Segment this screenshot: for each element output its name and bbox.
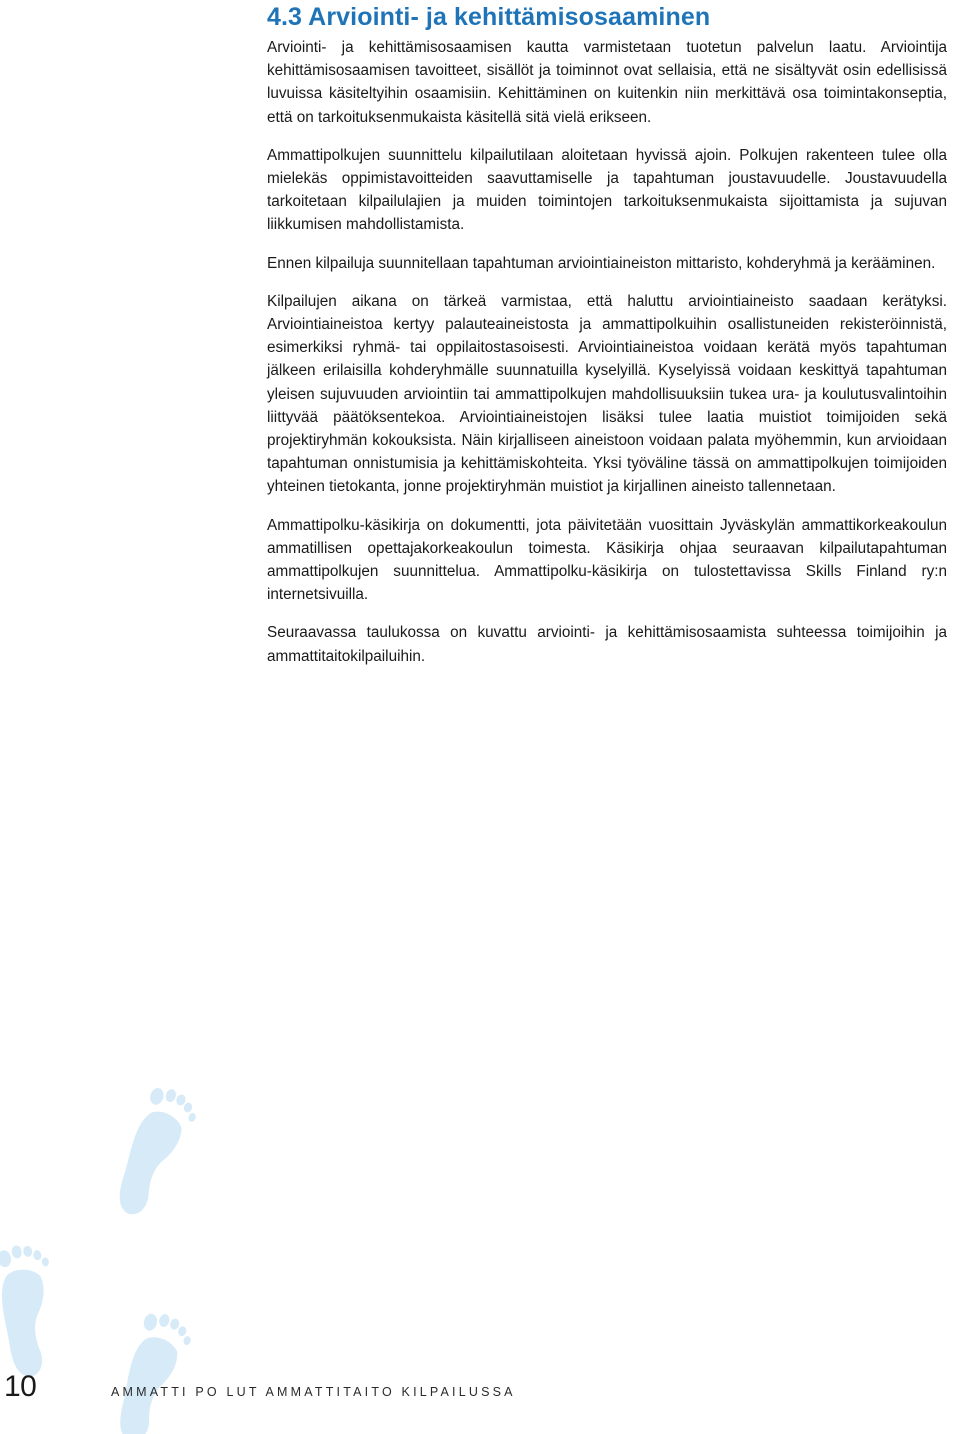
paragraph-handbook: Ammattipolku-käsikirja on dokumentti, jota päivitetään vuosittain Jyväskylän ammattikorkeakoulun ammatillisen opettajakorkeakoulun toimesta. Käsikirja ohjaa seuraavan kilpailutapahtuman ammattipolkujen suunnittelua. Ammattipolku-käsikirja on tulostettavissa Skills Finland ry:n internetsivuilla. bbox=[267, 516, 947, 604]
paragraph-during-competition: Kilpailujen aikana on tärkeä varmistaa, että haluttu arviointiaineisto saadaan kerätyksi. Arviointiaineistoa kertyy palauteaineistosta ja ammattipolkuihin osallistuneiden rekisteröinnistä, esimerkiksi ryhmä- tai oppilaitostasoisesti. Arviointiaineistoa voidaan kerätä myös tapahtuman jälkeen erilaisilla kohderyhmälle suunnatuilla kyselyillä. Kyselyissä voidaan keskittyä tapahtuman yleisen sujuvuuden arviointiin tai ammattipolkujen mahdollisuuksiin tukea ura- ja koulutusvalintoihin liittyvää päätöksentekoa. Arviointiaineistojen lisäksi tulee laatia muistiot toimijoiden sekä projektiryhmän kokouksista. Näin kirjalliseen aineistoon voidaan palata myöhemmin, kun arvioidaan tapahtuman onnistumisia ja kehittämiskohteita. Yksi työväline tässä on ammattipolkujen toimijoiden yhteinen tietokanta, jonne projektiryhmän muistiot ja kirjallinen aineisto tallennetaan. bbox=[267, 292, 947, 496]
running-footer-title: AMMATTI PO LUT AMMATTITAITO KILPAILUSSA bbox=[111, 1385, 516, 1399]
paragraph-intro: Arviointi- ja kehittämisosaamisen kautta varmistetaan tuotetun palvelun laatu. Arviointija kehittämisosaamisen tavoitteet, sisällöt ja toiminnot ovat sellaisia, että ne sisältyvät osin edellisissä luvuissa käsiteltyihin osaamisiin. Kehittäminen on kuitenkin niin merkittävä osa toimintakonseptia, että on tarkoituksenmukaista käsitellä sitä vielä erikseen. bbox=[267, 39, 947, 126]
paragraph-before-competition: Ennen kilpailuja suunnitellaan tapahtuman arviointiaineiston mittaristo, kohderyhmä ja kerääminen. bbox=[267, 254, 936, 272]
page-content bbox=[267, 0, 947, 668]
paragraph-planning: Ammattipolkujen suunnittelu kilpailutilaan aloitetaan hyvissä ajoin. Polkujen rakenteen tulee olla mielekäs oppimistavoitteiden saavuttamiselle ja tapahtuman joustavuudelle. Joustavuudella tarkoitetaan kilpailulajien ja muiden toimintojen tarkoituksenmukaista sijoittamista ja sujuvan liikkumisen mahdollistamista. bbox=[267, 146, 947, 234]
paragraph-table-intro: Seuraavassa taulukossa on kuvattu arviointi- ja kehittämisosaamista suhteessa toimijoihin ja ammattitaitokilpailuihin. bbox=[267, 624, 947, 665]
footprint-left-icon bbox=[0, 1241, 64, 1379]
section-heading: 4.3 Arviointi- ja kehittämisosaaminen bbox=[267, 3, 711, 31]
footprint-upper-icon bbox=[112, 1083, 200, 1224]
footprint-lower-icon bbox=[113, 1309, 195, 1434]
page-number: 10 bbox=[4, 1370, 37, 1403]
